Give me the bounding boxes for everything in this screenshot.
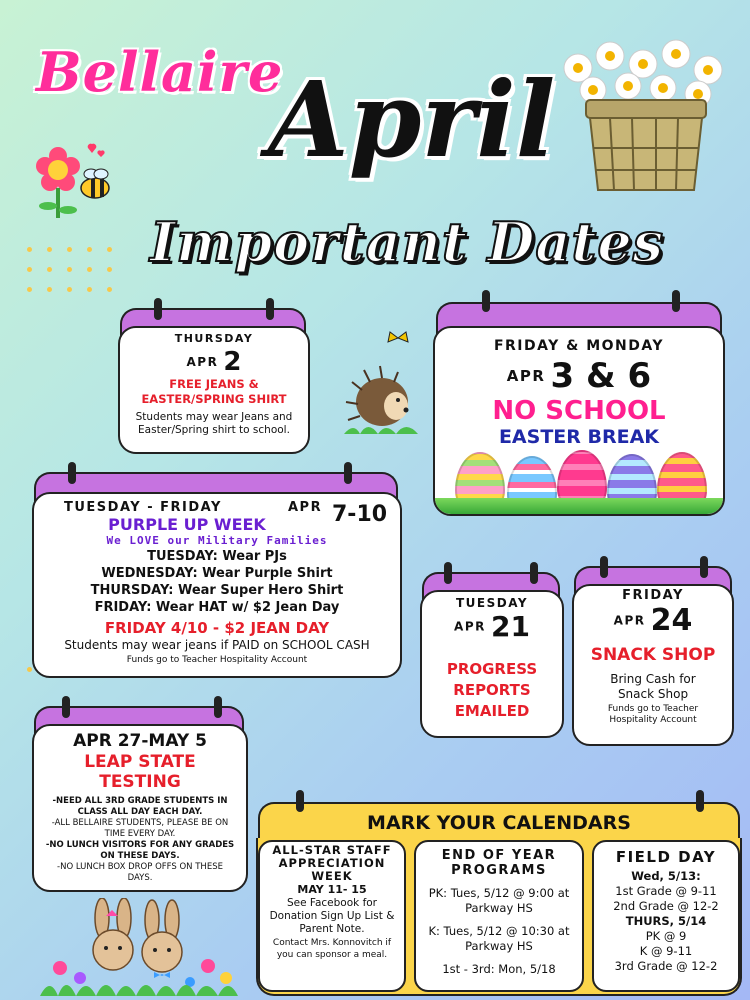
card1-day: THURSDAY xyxy=(174,332,254,345)
binder-ring xyxy=(672,290,680,312)
school-name: Bellaire xyxy=(36,40,284,104)
calendars-title: MARK YOUR CALENDARS xyxy=(367,812,631,834)
fieldday-box xyxy=(592,840,740,992)
binder-ring xyxy=(530,562,538,584)
card6-range: APR 27-MAY 5 xyxy=(73,731,207,751)
card6-note: -NO LUNCH BOX DROP OFFS ON THESE DAYS. xyxy=(57,862,223,883)
fieldday-grade3: 3rd Grade @ 12-2 xyxy=(614,959,718,973)
card3-line: THURSDAY: Wear Super Hero Shirt xyxy=(90,583,344,598)
daisy-basket-icon xyxy=(548,38,738,198)
programs-k: K: Tues, 5/12 @ 10:30 at Parkway HS xyxy=(428,924,570,953)
binder-ring xyxy=(154,298,162,320)
month-title: April xyxy=(268,58,556,181)
card3-funds: Funds go to Teacher Hospitality Account xyxy=(126,655,308,665)
card3-date: 7-10 xyxy=(332,502,388,527)
card-apr-3-6 xyxy=(433,326,725,516)
card-apr-27-may-5 xyxy=(32,724,248,892)
card5-funds: Funds go to Teacher Hospitality Account xyxy=(607,704,699,725)
calendars-tab xyxy=(258,802,740,842)
card1-month: APR xyxy=(186,355,219,369)
dot-pattern xyxy=(20,240,120,300)
flower-bee-icon xyxy=(30,140,130,225)
easter-eggs-decoration xyxy=(435,448,723,514)
card6-note: -NEED ALL 3RD GRADE STUDENTS IN CLASS ALL DAY EACH DAY. xyxy=(52,796,228,817)
card6-note: -NO LUNCH VISITORS FOR ANY GRADES ON THESE DAYS. xyxy=(45,840,235,861)
card2-month: APR xyxy=(506,367,546,385)
allstar-contact: Contact Mrs. Konnovitch if you can sponsor a meal. xyxy=(272,938,392,960)
binder-ring xyxy=(344,462,352,484)
card1-date: 2 xyxy=(223,347,242,377)
binder-ring xyxy=(266,298,274,320)
page-subtitle: Important Dates xyxy=(150,210,665,274)
card2-day: FRIDAY & MONDAY xyxy=(493,338,665,354)
fieldday-title: FIELD DAY xyxy=(615,848,717,866)
card3-line: WEDNESDAY: Wear Purple Shirt xyxy=(101,566,333,581)
card3-month: APR xyxy=(288,500,323,515)
card5-note: Bring Cash for Snack Shop xyxy=(610,672,696,701)
card6-note: -ALL BELLAIRE STUDENTS, PLEASE BE ON TIME EVERY DAY. xyxy=(51,818,229,839)
allstar-dates: MAY 11- 15 xyxy=(297,883,367,896)
card3-line: TUESDAY: Wear PJs xyxy=(147,549,287,564)
fieldday-grade1: 1st Grade @ 9-11 xyxy=(615,884,717,898)
card1-headline: FREE JEANS & EASTER/SPRING SHIRT xyxy=(141,377,287,406)
binder-ring xyxy=(68,462,76,484)
programs-upper: 1st - 3rd: Mon, 5/18 xyxy=(442,962,556,976)
programs-pk: PK: Tues, 5/12 @ 9:00 at Parkway HS xyxy=(428,886,570,915)
binder-ring xyxy=(482,290,490,312)
binder-ring xyxy=(600,556,608,578)
card5-headline: SNACK SHOP xyxy=(590,645,716,665)
card5-month: APR xyxy=(613,613,646,628)
card1-note: Students may wear Jeans and Easter/Spring shirt to school. xyxy=(135,411,293,436)
programs-title: END OF YEAR PROGRAMS xyxy=(441,848,557,878)
fieldday-pk: PK @ 9 xyxy=(645,929,687,943)
fieldday-wed: Wed, 5/13: xyxy=(631,869,701,883)
card4-month: APR xyxy=(454,619,486,634)
card-apr-2 xyxy=(118,326,310,454)
card2-sub: EASTER BREAK xyxy=(498,426,660,448)
card3-line: FRIDAY: Wear HAT w/ $2 Jean Day xyxy=(94,600,340,615)
programs-box xyxy=(414,840,584,992)
binder-ring xyxy=(700,556,708,578)
card3-day: TUESDAY - FRIDAY xyxy=(64,500,222,515)
allstar-note: See Facebook for Donation Sign Up List & Parent Note. xyxy=(269,897,395,935)
card-apr-21 xyxy=(420,590,564,738)
card3-headline: PURPLE UP WEEK xyxy=(108,515,266,534)
card2-headline: NO SCHOOL xyxy=(492,396,666,426)
allstar-title: ALL-STAR STAFF APPRECIATION WEEK xyxy=(272,843,392,883)
card3-paid-note: Students may wear jeans if PAID on SCHOOL CASH xyxy=(64,638,370,652)
card5-day: FRIDAY xyxy=(622,588,684,603)
binder-ring xyxy=(214,696,222,718)
fieldday-grade2: 2nd Grade @ 12-2 xyxy=(613,899,719,913)
card4-date: 21 xyxy=(490,610,530,643)
card4-headline: PROGRESS REPORTS EMAILED xyxy=(446,660,538,720)
binder-ring xyxy=(62,696,70,718)
binder-ring xyxy=(696,790,704,812)
fieldday-thu: THURS, 5/14 xyxy=(625,914,707,928)
card6-headline: LEAP STATE TESTING xyxy=(84,752,196,792)
card5-date: 24 xyxy=(650,603,693,638)
fieldday-k: K @ 9-11 xyxy=(639,944,693,958)
bunnies-icon xyxy=(40,898,238,996)
card3-jean-day: FRIDAY 4/10 - $2 JEAN DAY xyxy=(104,619,330,637)
card-apr-24 xyxy=(572,584,734,746)
card3-tagline: We LOVE our Military Families xyxy=(106,534,328,547)
card-apr-7-10 xyxy=(32,492,402,678)
hedgehog-icon xyxy=(340,330,430,442)
binder-ring xyxy=(296,790,304,812)
allstar-box xyxy=(258,840,406,992)
card2-date: 3 & 6 xyxy=(550,356,652,396)
binder-ring xyxy=(444,562,452,584)
card4-day: TUESDAY xyxy=(455,596,529,610)
